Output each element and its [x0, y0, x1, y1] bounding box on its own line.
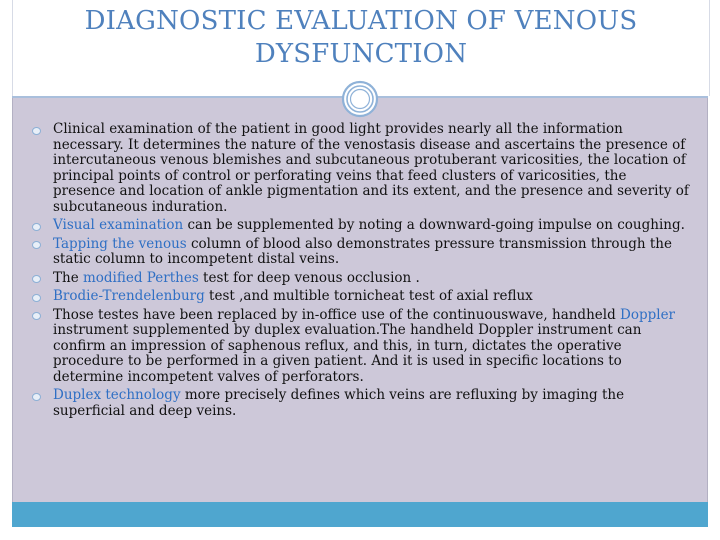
bullet-text: column of blood also demonstrates pressure transmission through the static column to incompetent distal veins. [53, 235, 672, 267]
bullet-item [41, 218, 691, 234]
footer-bar [12, 502, 708, 527]
bullet-item [41, 388, 691, 419]
bullet-highlight: Brodie-Trendelenburg [53, 288, 205, 304]
bullet-text: can be supplemented by noting a downward-going impulse on coughing. [183, 217, 685, 233]
bullet-prefix: Those testes have been replaced by in-office use of the continuouswave, handheld [53, 306, 621, 323]
bullet-text: more precisely defines which veins are refluxing by imaging the superficial and deep veins. [53, 387, 625, 419]
bullet-text: Clinical examination of the patient in good light provides nearly all the information necessary. It determines the nature of the venostasis disease and ascertains the presence of intercutaneous venous blemishes and subcutaneous protuberant varicosities, the location of principal points of control or perforating veins that feed clusters of varicosities, the presence and location of ankle pigmentation and its extent, and the presence and severity of subcutaneous induration. [53, 121, 689, 215]
bullet-text: test for deep venous occlusion . [198, 269, 420, 286]
bullet-text: instrument supplemented by duplex evaluation.The handheld Doppler instrument can confirm an impression of saphenous reflux, and this, in turn, dictates the operative procedure to be performed in a given patient. And it is used in specific locations to determine incompetent valves of perforators. [53, 322, 642, 385]
bullet-highlight: Doppler [620, 306, 676, 323]
bullet-text: test ,and multible tornicheat test of axial reflux [204, 288, 533, 304]
bullet-list [41, 122, 691, 422]
bullet-highlight: modified Perthes [82, 269, 199, 286]
bullet-highlight: Visual examination [53, 217, 184, 233]
bullet-highlight: Tapping the venous [53, 235, 187, 252]
bullet-item [41, 237, 691, 268]
bullet-highlight: Duplex technology [53, 387, 181, 403]
bullet-item [41, 271, 691, 287]
bullet-prefix: The [53, 269, 83, 286]
concentric-circle-icon [341, 80, 379, 118]
title-line-2: DYSFUNCTION [254, 39, 468, 69]
bullet-item [41, 122, 691, 215]
title-line-1: DIAGNOSTIC EVALUATION OF VENOUS [84, 6, 638, 36]
content-panel [12, 98, 708, 502]
bullet-item [41, 289, 691, 305]
bullet-item [41, 308, 691, 386]
